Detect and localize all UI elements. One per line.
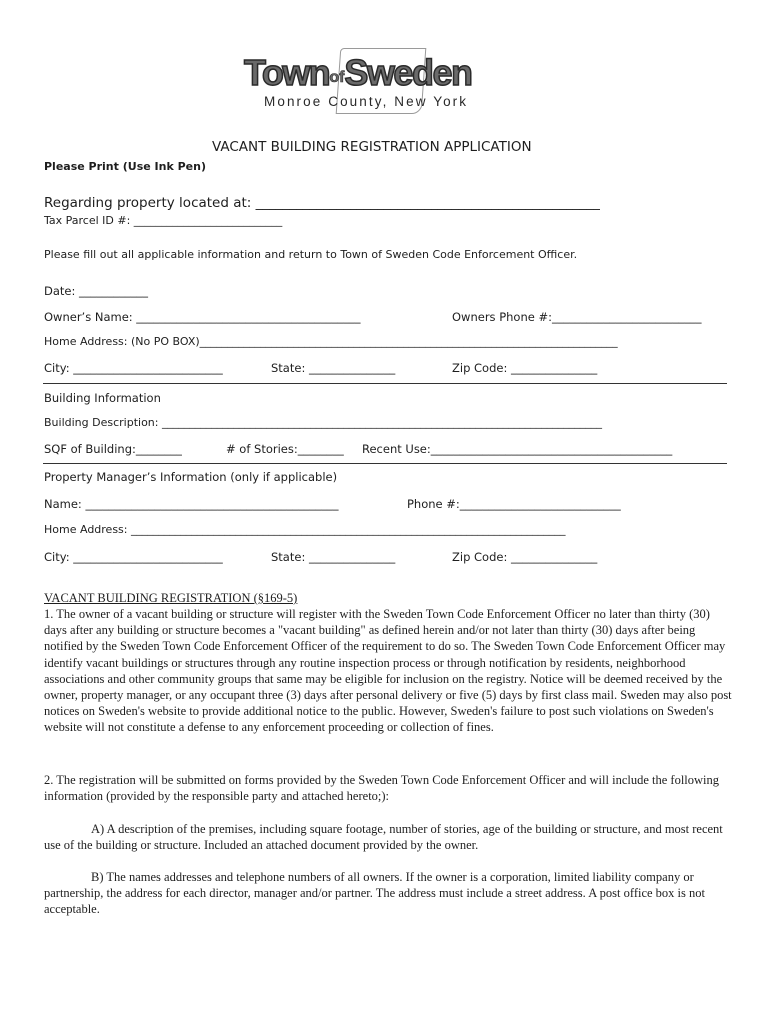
- town-logo: [240, 46, 540, 118]
- stories-field[interactable]: # of Stories:________: [226, 442, 344, 456]
- regulation-paragraph-1: [44, 606, 734, 736]
- regulation-item-a: [44, 821, 734, 853]
- manager-address-field[interactable]: Home Address: _______________________________________________________________________________: [44, 523, 566, 536]
- sqf-field[interactable]: SQF of Building:________: [44, 442, 182, 456]
- section-divider: [43, 383, 727, 384]
- paragraph-1-text: 1. The owner of a vacant building or structure will register with the Sweden Town Code Enforcement Officer no later than thirty (30) days after any building or structure becomes a "vacant building" as defined herein and/or not later than thirty (30) days after being notified by the Sweden Town Code Enforcement Officer of the requirement to do so. The Sweden Town Code Enforcement Officer may identify vacant buildings or structures through any routine inspection process or through notification by residents, neighborhood associations and other community groups that same may be eligible for inclusion on the registry. Notice will be deemed received by the owner, property manager, or any occupant three (3) days after personal delivery or five (5) days by first class mail. Sweden may also post notices on Sweden's website to provide additional notice to the public. However, Sweden's failure to post such violations on Sweden's website will not constitute a defense to any enforcement proceeding or collection of fines.: [44, 607, 732, 735]
- manager-city-field[interactable]: City: __________________________: [44, 550, 223, 564]
- print-note: Please Print (Use Ink Pen): [44, 160, 206, 173]
- owner-name-field[interactable]: Owner’s Name: _______________________________________: [44, 310, 361, 324]
- paragraph-2-text: 2. The registration will be submitted on forms provided by the Sweden Town Code Enforcement Officer and will include the following information (provided by the responsible party and attached hereto;):: [44, 773, 720, 804]
- regulation-paragraph-2: [44, 772, 734, 804]
- logo-wordmark: TownofSweden: [244, 52, 472, 93]
- regulation-item-b: [44, 869, 734, 918]
- manager-zip-field[interactable]: Zip Code: _______________: [452, 550, 598, 564]
- owner-state-field[interactable]: State: _______________: [271, 361, 396, 375]
- regarding-property-field[interactable]: Regarding property located at: ___________________________________________________: [44, 195, 600, 211]
- building-info-heading: Building Information: [44, 391, 161, 405]
- manager-name-field[interactable]: Name: ____________________________________________: [44, 497, 339, 511]
- form-title: VACANT BUILDING REGISTRATION APPLICATION: [212, 139, 532, 155]
- tax-parcel-field[interactable]: Tax Parcel ID #: ___________________________: [44, 214, 283, 227]
- logo-county-text: Monroe County, New York: [264, 94, 469, 109]
- manager-info-heading: Property Manager’s Information (only if applicable): [44, 470, 338, 484]
- item-b-text: B) The names addresses and telephone numbers of all owners. If the owner is a corporation, limited liability company or partnership, the address for each director, manager and/or partner. The address must include a street address. A post office box is not acceptable.: [44, 870, 705, 917]
- building-description-field[interactable]: Building Description: ________________________________________________________________________________: [44, 416, 602, 429]
- date-field[interactable]: Date: ____________: [44, 284, 149, 298]
- recent-use-field[interactable]: Recent Use:__________________________________________: [362, 442, 673, 456]
- manager-state-field[interactable]: State: _______________: [271, 550, 396, 564]
- owner-city-field[interactable]: City: __________________________: [44, 361, 223, 375]
- owner-zip-field[interactable]: Zip Code: _______________: [452, 361, 598, 375]
- manager-phone-field[interactable]: Phone #:____________________________: [407, 497, 621, 511]
- owner-address-field[interactable]: Home Address: (No PO BOX)____________________________________________________________________________: [44, 335, 618, 348]
- section-divider: [43, 463, 727, 464]
- instructions-text: Please fill out all applicable information and return to Town of Sweden Code Enforcement Officer.: [44, 248, 578, 261]
- regulation-heading: VACANT BUILDING REGISTRATION (§169-5): [44, 591, 298, 605]
- item-a-text: A) A description of the premises, including square footage, number of stories, age of the building or structure, and most recent use of the building or structure. Included an attached document provided by the owner.: [44, 822, 723, 853]
- owner-phone-field[interactable]: Owners Phone #:__________________________: [452, 310, 702, 324]
